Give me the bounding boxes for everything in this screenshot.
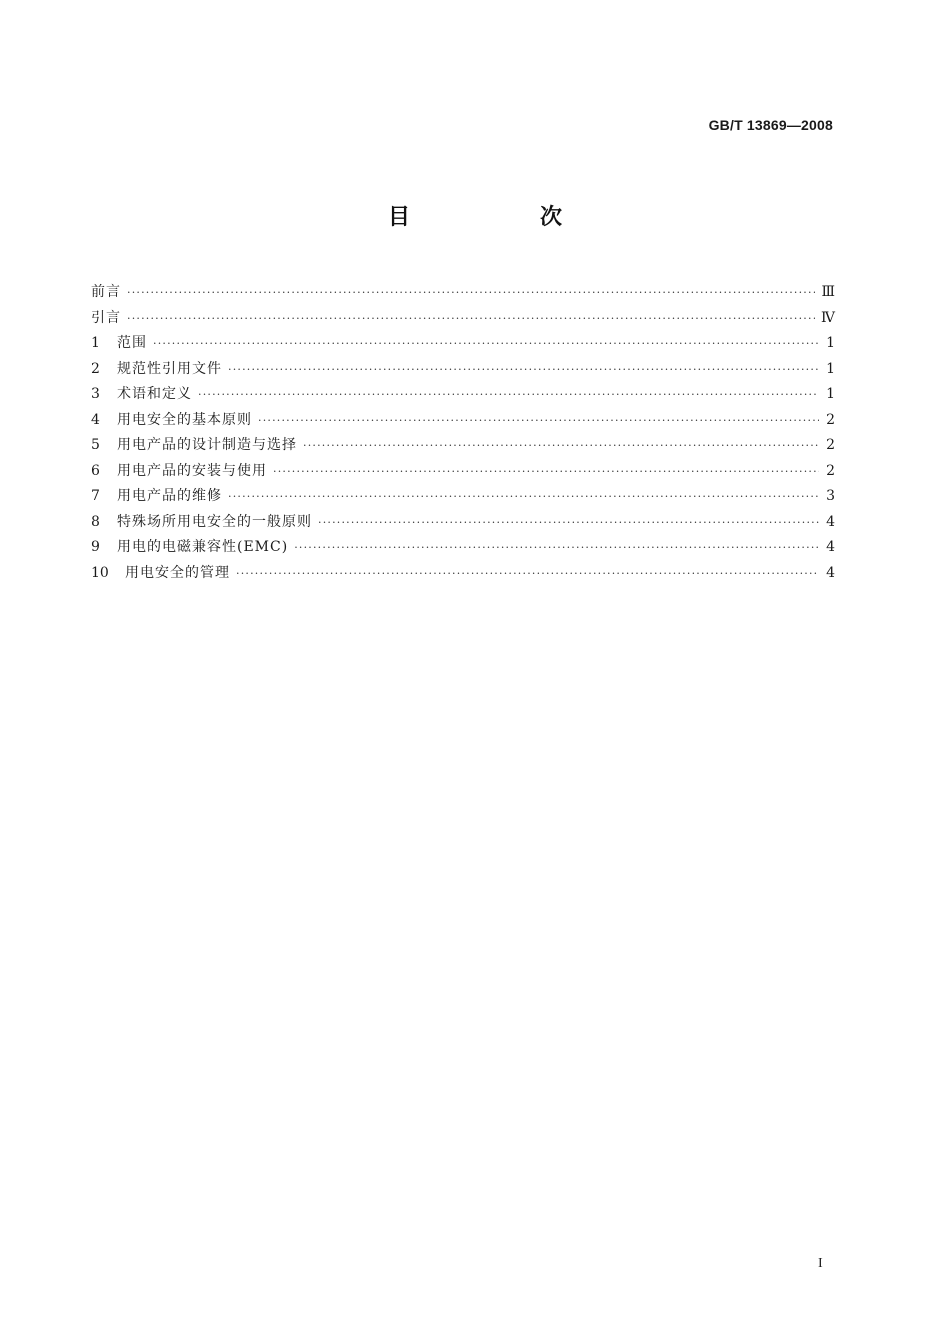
toc-entry-page: 2 xyxy=(826,437,835,453)
toc-leader-dots xyxy=(228,357,819,383)
toc-entry-label: 用电产品的设计制造与选择 xyxy=(117,437,297,453)
toc-leader-dots xyxy=(228,484,819,510)
toc-entry-page: 1 xyxy=(826,386,835,402)
toc-entry-label: 用电安全的管理 xyxy=(125,564,230,581)
toc-entry-number: 4 xyxy=(91,411,100,428)
toc-entry-label: 特殊场所用电安全的一般原则 xyxy=(117,513,312,530)
toc-entry-number: 2 xyxy=(91,360,100,377)
toc-entry-2[interactable] xyxy=(91,357,835,383)
toc-entry-page: Ⅳ xyxy=(821,309,835,326)
toc-entry-label: 前言 xyxy=(91,284,121,300)
toc-entry-page: 2 xyxy=(826,411,835,428)
toc-leader-dots xyxy=(303,433,819,459)
toc-entry-page: 1 xyxy=(826,360,835,377)
toc-entry-page: 4 xyxy=(826,513,835,530)
toc-leader-dots xyxy=(127,306,815,332)
toc-entry-page: 2 xyxy=(826,462,835,479)
toc-entry-page: 3 xyxy=(826,488,835,504)
toc-entry-label: 引言 xyxy=(91,309,121,326)
toc-entry-number: 8 xyxy=(91,513,100,530)
toc-entry-label: 用电的电磁兼容性(EMC) xyxy=(117,539,289,555)
toc-entry-number: 7 xyxy=(91,488,100,504)
toc-entry-number: 6 xyxy=(91,462,100,479)
page-number: I xyxy=(818,1256,823,1271)
toc-entry-label: 用电安全的基本原则 xyxy=(117,411,252,428)
toc-leader-dots xyxy=(153,331,819,357)
toc-entry-1[interactable] xyxy=(91,331,835,357)
toc-entry-4[interactable] xyxy=(91,408,835,434)
toc-entry-label: 规范性引用文件 xyxy=(117,360,222,377)
toc-entry-7[interactable] xyxy=(91,484,835,510)
toc-entry-page: 4 xyxy=(826,539,835,555)
toc-title: 目 次 xyxy=(387,205,616,230)
toc-entry-number: 10 xyxy=(91,564,109,581)
toc-entry-foreword[interactable] xyxy=(91,280,835,306)
toc-entry-number: 1 xyxy=(91,335,100,351)
toc-entry-page: Ⅲ xyxy=(821,284,835,300)
toc-entry-page: 1 xyxy=(826,335,835,351)
toc-leader-dots xyxy=(236,561,819,587)
toc-entry-number: 9 xyxy=(91,539,100,555)
toc-leader-dots xyxy=(198,382,819,408)
toc-entry-number: 3 xyxy=(91,386,100,402)
toc-leader-dots xyxy=(294,535,819,561)
standard-code: GB/T 13869—2008 xyxy=(708,117,833,133)
toc-entry-page: 4 xyxy=(826,564,835,581)
toc-entry-introduction[interactable] xyxy=(91,306,835,332)
toc-entry-label: 术语和定义 xyxy=(117,386,192,402)
toc-leader-dots xyxy=(258,408,819,434)
toc-leader-dots xyxy=(127,280,815,306)
toc-entry-label: 用电产品的安装与使用 xyxy=(117,462,267,479)
toc-entry-10[interactable] xyxy=(91,561,835,587)
toc-leader-dots xyxy=(273,459,819,485)
toc-entry-6[interactable] xyxy=(91,459,835,485)
toc-entry-label: 范围 xyxy=(117,335,147,351)
toc-entry-3[interactable] xyxy=(91,382,835,408)
toc-entry-9[interactable] xyxy=(91,535,835,561)
toc-entry-8[interactable] xyxy=(91,510,835,536)
table-of-contents xyxy=(91,280,835,586)
toc-entry-5[interactable] xyxy=(91,433,835,459)
toc-entry-label: 用电产品的维修 xyxy=(117,488,222,504)
toc-leader-dots xyxy=(318,510,819,536)
toc-entry-number: 5 xyxy=(91,437,100,453)
